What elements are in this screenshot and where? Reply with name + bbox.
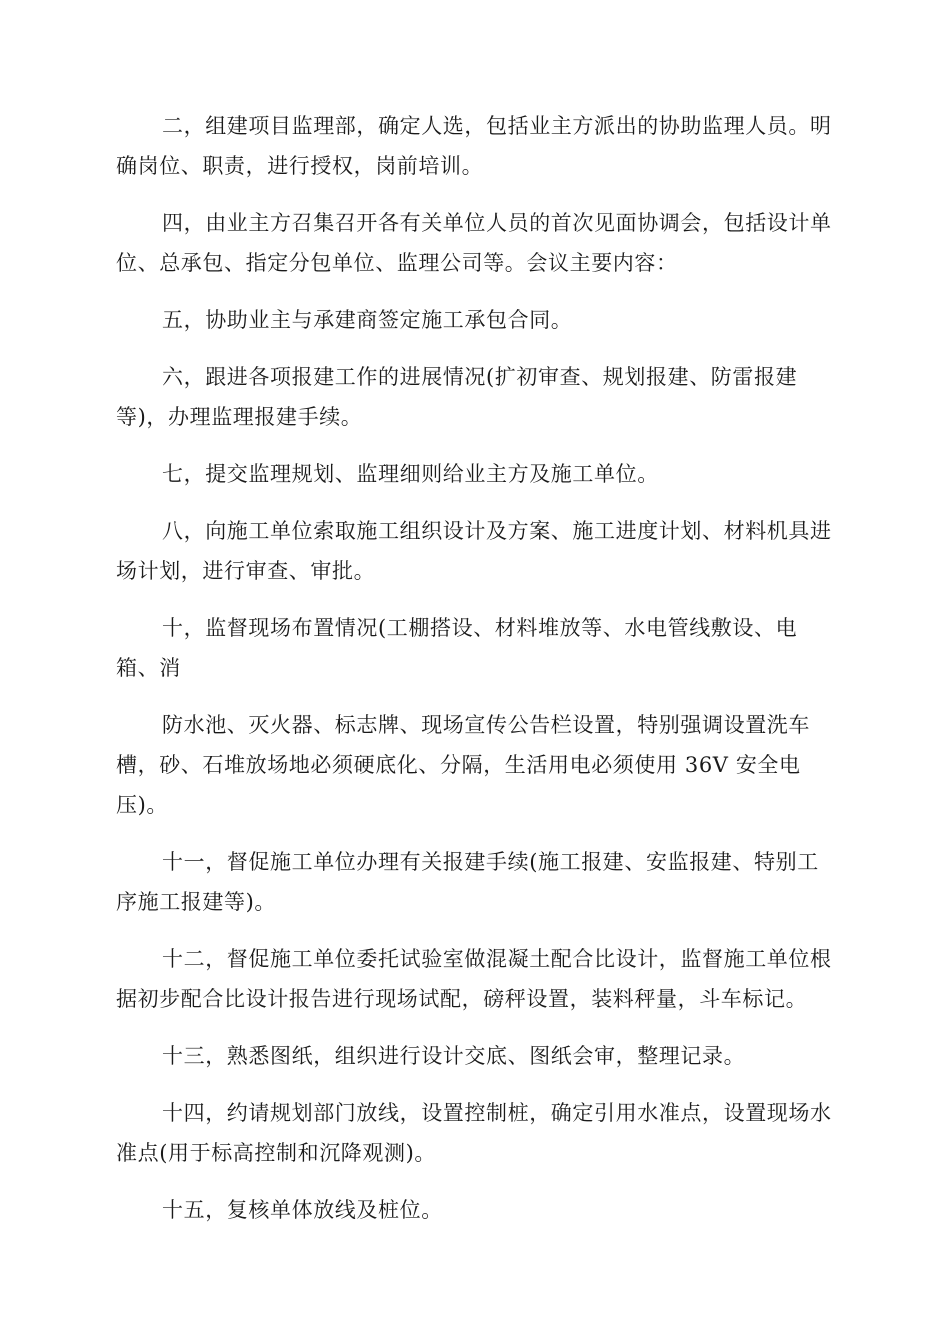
paragraph-11: 十一，督促施工单位办理有关报建手续(施工报建、安监报建、特别工序施工报建等)。 [116,850,819,914]
paragraph-8: 八，向施工单位索取施工组织设计及方案、施工进度计划、材料机具进场计划，进行审查、审批。 [116,519,832,583]
paragraph-14: 十四，约请规划部门放线，设置控制桩，确定引用水准点，设置现场水准点(用于标高控制和沉降观测)。 [116,1101,832,1165]
paragraph-5: 五，协助业主与承建商签定施工承包合同。 [162,308,573,332]
paragraph-4: 四，由业主方召集召开各有关单位人员的首次见面协调会，包括设计单位、总承包、指定分包单位、监理公司等。会议主要内容： [116,211,832,275]
paragraph-7: 七，提交监理规划、监理细则给业主方及施工单位。 [162,462,659,486]
paragraph-15: 十五，复核单体放线及桩位。 [162,1198,443,1222]
paragraph-10-continued: 防水池、灭火器、标志牌、现场宣传公告栏设置，特别强调设置洗车槽，砂、石堆放场地必须硬底化、分隔，生活用电必须使用 36V 安全电压)。 [116,713,810,817]
paragraph-10: 十，监督现场布置情况(工棚搭设、材料堆放等、水电管线敷设、电箱、消 [116,616,798,680]
paragraph-2: 二，组建项目监理部，确定人选，包括业主方派出的协助监理人员。明确岗位、职责，进行授权，岗前培训。 [116,114,832,178]
paragraph-6: 六，跟进各项报建工作的进展情况(扩初审查、规划报建、防雷报建等)，办理监理报建手续。 [116,365,798,429]
paragraph-13: 十三，熟悉图纸，组织进行设计交底、图纸会审，整理记录。 [162,1044,746,1068]
document-body [116,106,836,1247]
paragraph-12: 十二，督促施工单位委托试验室做混凝土配合比设计，监督施工单位根据初步配合比设计报告进行现场试配，磅秤设置，装料秤量，斗车标记。 [116,947,832,1011]
